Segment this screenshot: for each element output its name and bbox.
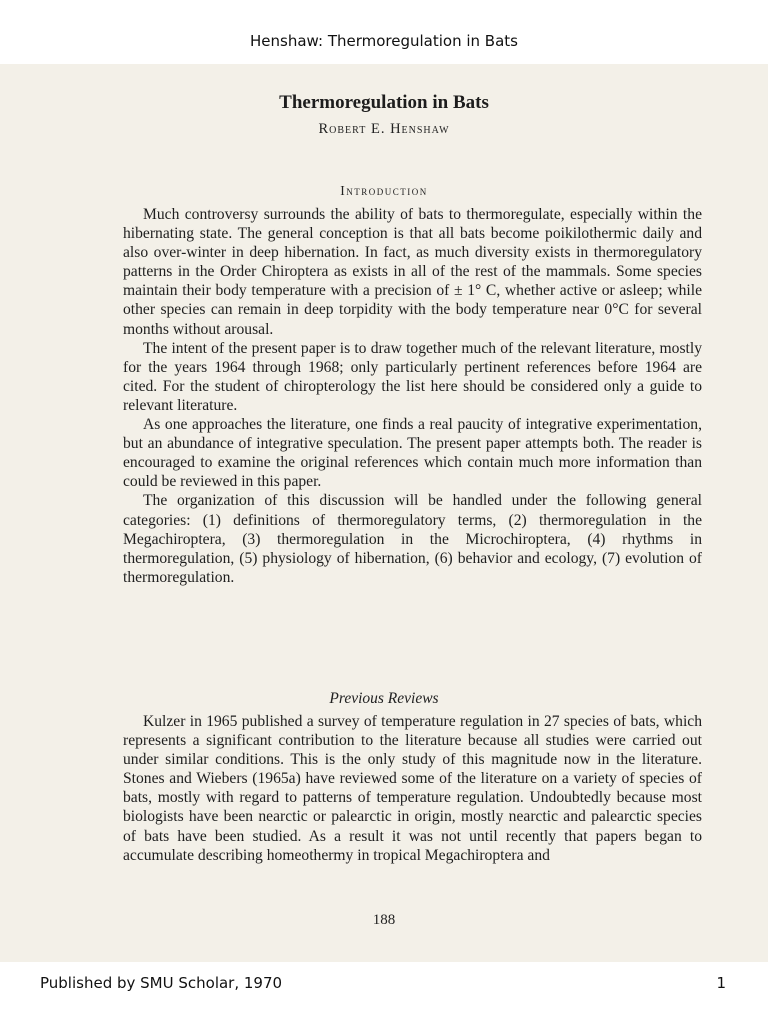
running-header: Henshaw: Thermoregulation in Bats — [250, 32, 518, 50]
article-author: Robert E. Henshaw — [318, 121, 450, 137]
paragraph: Much controversy surrounds the ability of bats to thermoregulate, especially within the hibernating state. The general conception is that all bats become poikilothermic daily and also over-winter in deep hibernation. In fact, as much diversity exists in thermoregulatory patterns in the Order Chiroptera as exists in all of the rest of the mammals. Some species maintain their body temperature with a precision of ± 1° C, whether active or asleep; while other species can remain in deep torpidity with the body temperature near 0°C for several months without arousal. — [123, 206, 702, 338]
paragraph: Kulzer in 1965 published a survey of temperature regulation in 27 species of bats, which represents a significant contribution to the literature because all studies were carried out under similar conditions. This is the only study of this magnitude now in the literature. Stones and Wiebers (1965a) have reviewed some of the literature on a variety of species of bats, mostly with regard to patterns of temperature regulation. Undoubtedly because most biologists have been nearctic or palearctic in origin, mostly nearctic and palearctic species of bats have been studied. As a result it was not until recently that papers began to accumulate describing homeothermy in tropical Megachiroptera and — [123, 713, 702, 864]
footer-publisher: Published by SMU Scholar, 1970 — [40, 974, 283, 992]
paragraph: The intent of the present paper is to draw together much of the relevant literature, mostly for the years 1964 through 1968; only particularly pertinent references before 1964 are cited. For the student of chiropterology the list here should be considered only a guide to relevant literature. — [123, 339, 702, 414]
introduction-body — [123, 205, 702, 587]
previous-reviews-body — [123, 712, 702, 865]
paragraph: The organization of this discussion will be handled under the following general categories: (1) definitions of thermoregulatory terms, (2) thermoregulation in the Megachiroptera, (3) thermoregulation in the Microchiroptera, (4) rhythms in thermoregulation, (5) physiology of hibernation, (6) behavior and ecology, (7) evolution of thermoregulation. — [123, 492, 702, 586]
previous-reviews-heading: Previous Reviews — [329, 690, 439, 707]
article-title: Thermoregulation in Bats — [279, 92, 489, 113]
introduction-heading: Introduction — [340, 183, 428, 198]
footer-page-number: 1 — [716, 974, 726, 992]
paragraph: As one approaches the literature, one finds a real paucity of integrative experimentation, but an abundance of integrative speculation. The present paper attempts both. The reader is encouraged to examine the original references which contain much more information than could be reviewed in this paper. — [123, 416, 702, 491]
page-number: 188 — [372, 912, 396, 928]
